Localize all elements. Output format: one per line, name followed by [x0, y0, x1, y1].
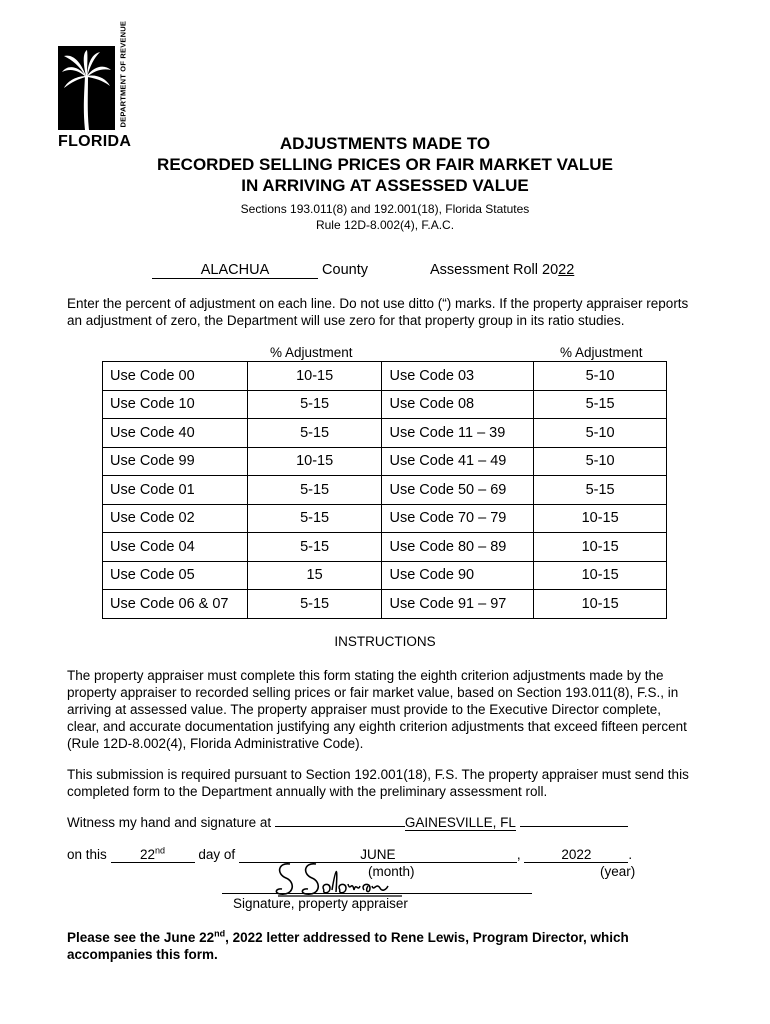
adjustment-value-left[interactable]: 5-15: [247, 390, 382, 419]
adjustment-value-left[interactable]: 10-15: [247, 362, 382, 391]
page-title: [0, 133, 770, 196]
use-code-label-right: Use Code 08: [382, 390, 534, 419]
statute-references: [0, 201, 770, 233]
table-row: [103, 504, 667, 533]
use-code-label-left: Use Code 40: [103, 419, 248, 448]
adjustment-value-right[interactable]: 10-15: [534, 533, 667, 562]
footer-sup: nd: [214, 928, 226, 939]
adjustment-value-left[interactable]: 10-15: [247, 447, 382, 476]
day-of-label: day of: [198, 847, 236, 862]
month-caption: (month): [368, 864, 415, 879]
use-code-label-right: Use Code 80 – 89: [382, 533, 534, 562]
instructions-paragraph-1: The property appraiser must complete this form stating the eighth criterion adjustments made by the property appraiser to recorded selling prices or fair market value, based on Section 193.011(8), F.S., in arriving at assessed value. The property appraiser must provide to the Executive Director complete, clear, and accurate documentation justifying any eighth criterion adjustments that exceed fifteen percent (Rule 12D-8.002(4), Florida Administrative Code).: [67, 668, 687, 751]
instructions-heading: INSTRUCTIONS: [334, 634, 436, 649]
use-code-label-right: Use Code 41 – 49: [382, 447, 534, 476]
date-comma: ,: [516, 847, 521, 862]
witness-line: [67, 815, 628, 831]
table-row: [103, 476, 667, 505]
adjustment-value-right[interactable]: 10-15: [534, 590, 667, 619]
assessment-roll-label: Assessment Roll 20: [430, 262, 559, 278]
adjustment-value-right[interactable]: 5-10: [534, 447, 667, 476]
title-line-1: ADJUSTMENTS MADE TO: [279, 134, 491, 153]
title-line-3: IN ARRIVING AT ASSESSED VALUE: [241, 176, 529, 195]
statute-line-2: Rule 12D-8.002(4), F.A.C.: [315, 218, 455, 232]
adjustment-header-right: % Adjustment: [560, 345, 643, 360]
date-period: .: [628, 847, 633, 862]
use-code-label-right: Use Code 50 – 69: [382, 476, 534, 505]
witness-blank-2: [520, 826, 628, 827]
adjustment-value-left[interactable]: 5-15: [247, 533, 382, 562]
adjustment-value-left[interactable]: 5-15: [247, 476, 382, 505]
adjustment-value-left[interactable]: 5-15: [247, 504, 382, 533]
adjustment-header-left: % Adjustment: [270, 345, 353, 360]
table-row: [103, 533, 667, 562]
on-this-label: on this: [67, 847, 107, 862]
use-code-label-left: Use Code 10: [103, 390, 248, 419]
use-code-label-left: Use Code 01: [103, 476, 248, 505]
use-code-label-left: Use Code 05: [103, 561, 248, 590]
county-field: [152, 262, 368, 279]
use-code-label-right: Use Code 70 – 79: [382, 504, 534, 533]
use-code-label-right: Use Code 91 – 97: [382, 590, 534, 619]
footer-text-1: Please see the June 22: [67, 930, 215, 945]
table-row: [103, 447, 667, 476]
florida-label: FLORIDA: [58, 133, 132, 150]
adjustment-value-left[interactable]: 5-15: [247, 419, 382, 448]
palm-tree-icon: [58, 46, 115, 130]
adjustment-value-right[interactable]: 10-15: [534, 504, 667, 533]
adjustment-value-right[interactable]: 5-15: [534, 390, 667, 419]
adjustment-value-right[interactable]: 5-15: [534, 476, 667, 505]
table-row: [103, 362, 667, 391]
day-number: 22: [140, 847, 156, 862]
department-label: DEPARTMENT OF REVENUE: [118, 20, 128, 128]
footer-text-2: , 2022 letter addressed to Rene Lewis, Program Director, which accompanies this form.: [67, 930, 629, 962]
use-code-label-right: Use Code 90: [382, 561, 534, 590]
month-value[interactable]: JUNE: [239, 847, 517, 863]
day-suffix: nd: [155, 845, 166, 856]
intro-text: Enter the percent of adjustment on each line. Do not use ditto (“) marks. If the property appraiser reports an adjustment of zero, the Department will use zero for that property group in its ratio studies.: [67, 296, 689, 328]
instructions-paragraph-2: This submission is required pursuant to Section 192.001(18), F.S. The property appraiser must send this completed form to the Department annually with the preliminary assessment roll.: [67, 767, 689, 799]
footer-note: [67, 929, 707, 963]
adjustment-value-left[interactable]: 15: [247, 561, 382, 590]
adjustment-value-right[interactable]: 10-15: [534, 561, 667, 590]
table-row: [103, 561, 667, 590]
adjustment-value-left[interactable]: 5-15: [247, 590, 382, 619]
use-code-label-left: Use Code 04: [103, 533, 248, 562]
adjustment-value-right[interactable]: 5-10: [534, 362, 667, 391]
department-text: [116, 20, 130, 130]
handwritten-signature: [272, 856, 412, 900]
witness-place-value[interactable]: GAINESVILLE, FL: [404, 815, 516, 830]
year-value[interactable]: 2022: [524, 847, 628, 863]
use-code-label-left: Use Code 00: [103, 362, 248, 391]
use-code-label-right: Use Code 11 – 39: [382, 419, 534, 448]
use-code-table: [102, 361, 667, 619]
use-code-label-left: Use Code 06 & 07: [103, 590, 248, 619]
use-code-label-right: Use Code 03: [382, 362, 534, 391]
witness-label: Witness my hand and signature at: [67, 815, 272, 830]
day-value[interactable]: [111, 847, 195, 863]
table-row: [103, 390, 667, 419]
table-row: [103, 419, 667, 448]
title-line-2: RECORDED SELLING PRICES OR FAIR MARKET VALUE: [157, 155, 613, 174]
county-name-value[interactable]: ALACHUA: [152, 262, 318, 279]
use-code-label-left: Use Code 02: [103, 504, 248, 533]
signature-caption: Signature, property appraiser: [233, 896, 408, 911]
adjustment-value-right[interactable]: 5-10: [534, 419, 667, 448]
use-code-label-left: Use Code 99: [103, 447, 248, 476]
county-label: County: [322, 262, 368, 278]
assessment-roll-field: [430, 262, 574, 278]
statute-line-1: Sections 193.011(8) and 192.001(18), Florida Statutes: [240, 202, 530, 216]
table-row: [103, 590, 667, 619]
year-caption: (year): [600, 864, 636, 879]
assessment-roll-year[interactable]: 22: [558, 262, 575, 278]
witness-blank: [275, 826, 405, 827]
